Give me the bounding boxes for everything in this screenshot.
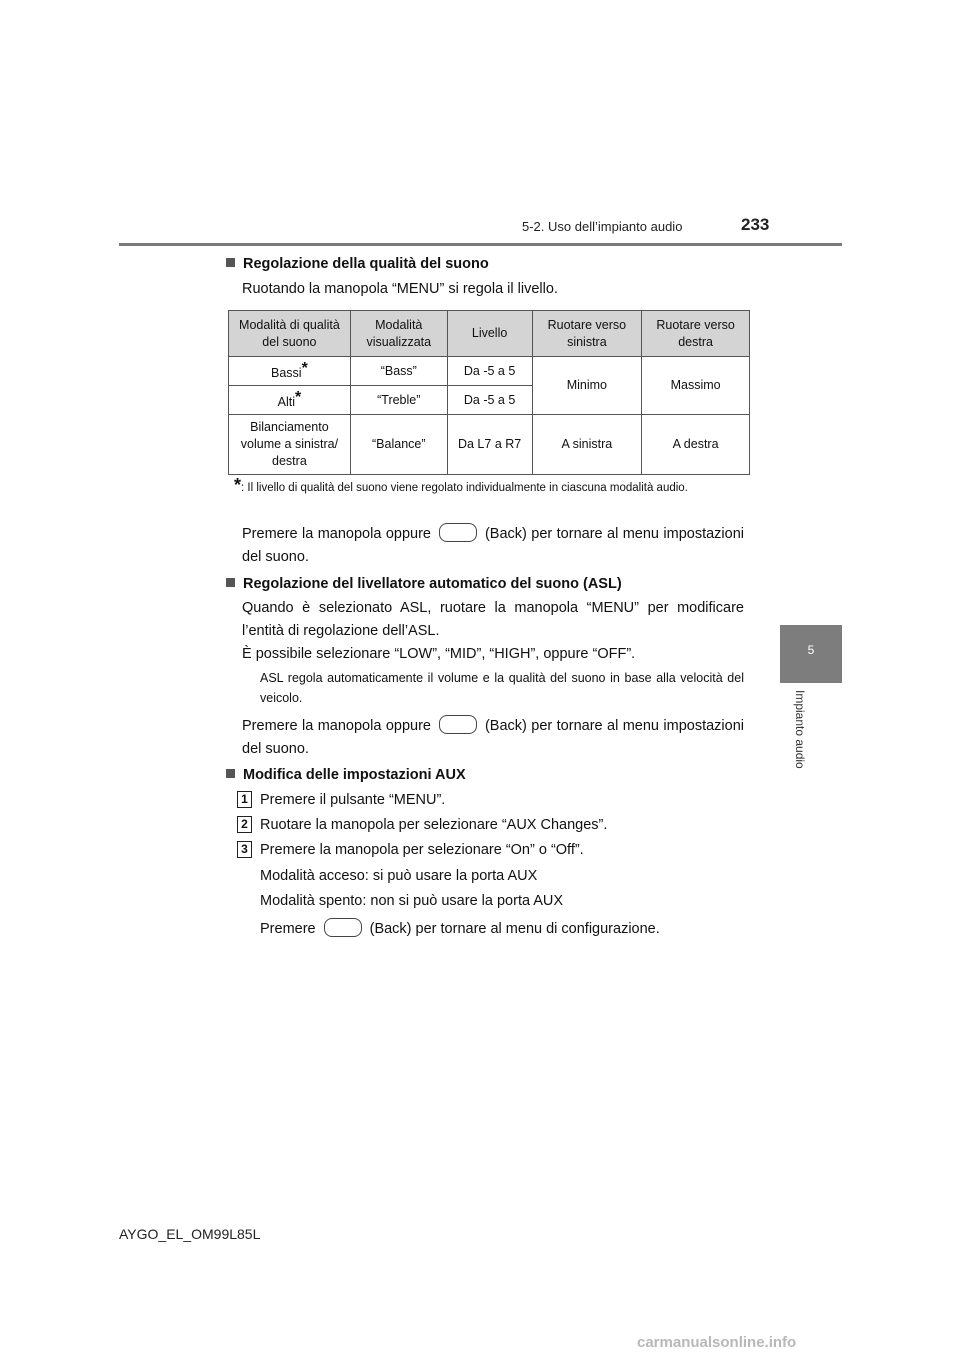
table-cell: Bilanciamento volume a sinistra/ destra	[229, 415, 351, 475]
back-button-icon	[439, 715, 477, 734]
table-cell: Minimo	[532, 357, 642, 415]
table-header-row	[229, 311, 750, 357]
back-button-icon	[324, 918, 362, 937]
table-cell: “Bass”	[350, 357, 447, 386]
table-cell: “Treble”	[350, 386, 447, 415]
aux-mode-on: Modalità acceso: si può usare la porta AUX	[260, 868, 538, 884]
back-instruction: Premere la manopola oppure (Back) per tornare al menu impostazioni del suono.	[242, 523, 744, 569]
running-header-section: 5-2. Uso dell’impianto audio	[522, 219, 683, 234]
section-title-asl: Regolazione del livellatore automatico del suono (ASL)	[226, 576, 622, 592]
document-code: AYGO_EL_OM99L85L	[119, 1226, 261, 1242]
table-row	[229, 415, 750, 475]
table-header: Modalità visualizzata	[350, 311, 447, 357]
step-text: Premere il pulsante “MENU”.	[260, 792, 446, 808]
sound-quality-table	[228, 310, 750, 475]
table-cell: Massimo	[642, 357, 750, 415]
step-number-badge: 2	[237, 816, 252, 833]
square-bullet-icon	[226, 769, 235, 778]
table-row	[229, 357, 750, 386]
asterisk-mark: *	[294, 389, 302, 406]
back-button-icon	[439, 523, 477, 542]
site-watermark: carmanualsonline.info	[637, 1334, 797, 1351]
table-header: Modalità di qualità del suono	[229, 311, 351, 357]
table-cell: A sinistra	[532, 415, 642, 475]
asl-options: È possibile selezionare “LOW”, “MID”, “HIGH”, oppure “OFF”.	[242, 646, 636, 662]
sound-quality-intro: Ruotando la manopola “MENU” si regola il livello.	[242, 281, 558, 297]
table-cell: A destra	[642, 415, 750, 475]
section-title-aux: Modifica delle impostazioni AUX	[226, 767, 466, 783]
table-cell: Alti*	[229, 386, 351, 415]
step-number-badge: 1	[237, 791, 252, 808]
chapter-label: Impianto audio	[793, 690, 807, 769]
section-title-sound-quality: Regolazione della qualità del suono	[226, 256, 489, 272]
table-cell: “Balance”	[350, 415, 447, 475]
square-bullet-icon	[226, 578, 235, 587]
table-header: Ruotare verso destra	[642, 311, 750, 357]
page-number: 233	[741, 215, 770, 234]
table-cell: Bassi*	[229, 357, 351, 386]
square-bullet-icon	[226, 258, 235, 267]
aux-mode-off: Modalità spento: non si può usare la porta AUX	[260, 893, 564, 909]
asl-note: ASL regola automaticamente il volume e la qualità del suono in base alla velocità del veicolo.	[260, 671, 744, 705]
table-cell: Da L7 a R7	[447, 415, 532, 475]
step-text: Ruotare la manopola per selezionare “AUX Changes”.	[260, 817, 608, 833]
table-cell: Da -5 a 5	[447, 357, 532, 386]
header-divider	[119, 243, 842, 246]
asl-description: Quando è selezionato ASL, ruotare la manopola “MENU” per modificare l’entità di regolazione dell’ASL.	[242, 600, 744, 639]
back-instruction: Premere (Back) per tornare al menu di configurazione.	[260, 918, 660, 937]
back-instruction: Premere la manopola oppure (Back) per tornare al menu impostazioni del suono.	[242, 715, 744, 761]
step-number-badge: 3	[237, 841, 252, 858]
asterisk-mark: *	[301, 360, 308, 377]
table-header: Ruotare verso sinistra	[532, 311, 642, 357]
table-footnote: *: Il livello di qualità del suono viene regolato individualmente in ciascuna modalità audio.	[234, 475, 688, 495]
asterisk-mark: *	[234, 475, 242, 495]
chapter-tab: 5	[780, 625, 842, 683]
step-text: Premere la manopola per selezionare “On” o “Off”.	[260, 842, 584, 858]
table-cell: Da -5 a 5	[447, 386, 532, 415]
table-header: Livello	[447, 311, 532, 357]
